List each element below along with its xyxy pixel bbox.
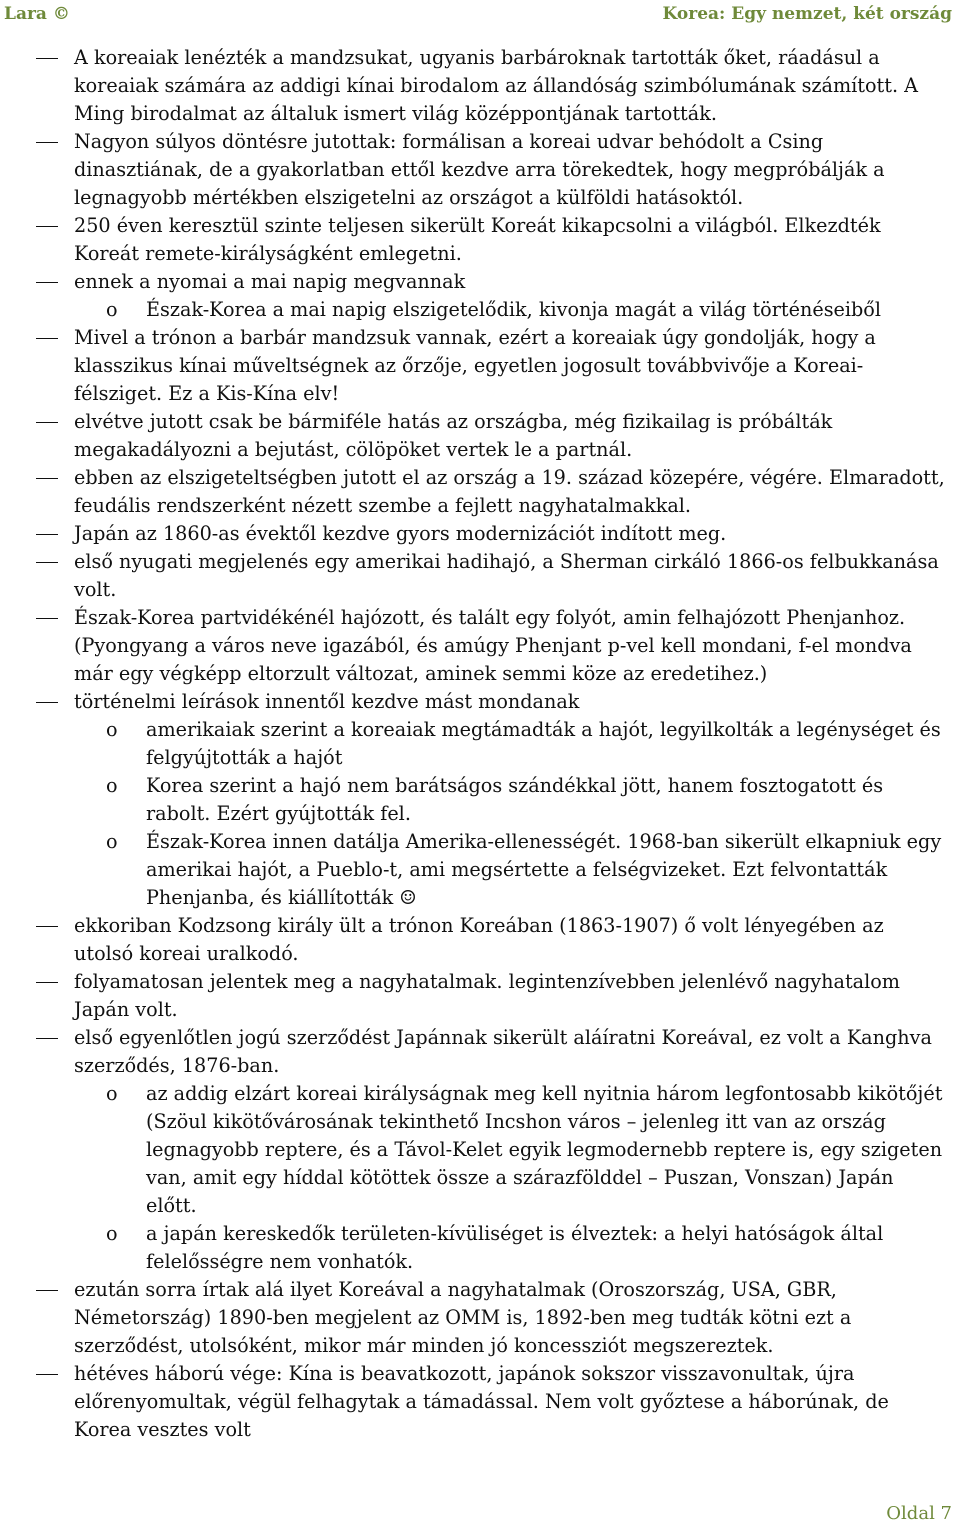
circle-bullet: o [106,1082,118,1105]
dash-list-item [36,44,948,128]
list-item-text: Észak-Korea partvidékénél hajózott, és talált egy folyót, amin felhajózott Phenjanhoz. (Pyongyang a város neve igazából, és amúgy Phenjant p-vel kell mondani, f-el mondva már egy végképp eltorzult változat, aminek semmi köze az eredetihez.) [74,606,912,685]
list-item-text: Mivel a trónon a barbár mandzsuk vannak, ezért a koreaiak úgy gondolják, hogy a klasszikus kínai műveltségnek az őrzője, egyetlen jogosult továbbvivője a Koreai-félsziget. Ez a Kis-Kína elv! [74,326,876,405]
document-body [36,44,948,1444]
dash-list-item [36,520,948,548]
list-item-text: hétéves háború vége: Kína is beavatkozott, japánok sokszor visszavonultak, újra előrenyomultak, végül felhagytak a támadással. Nem volt győztese a háborúnak, de Korea vesztes volt [74,1362,889,1441]
header-author: Lara © [4,4,70,24]
list-item-text: Nagyon súlyos döntésre jutottak: formálisan a koreai udvar behódolt a Csing dinasztiának, de a gyakorlatban ettől kezdve arra törekedtek, hogy megpróbálják a legnagyobb mértékben elszigetelni az országot a külföldi hatásoktól. [74,130,885,209]
dash-list-item [36,268,948,296]
list-item-text: ennek a nyomai a mai napig megvannak [74,270,466,293]
list-item-text: A koreaiak lenézték a mandzsukat, ugyanis barbároknak tartották őket, ráadásul a koreaiak számára az addigi kínai birodalom az állandóság szimbólumának számított. A Ming birodalmat az általuk ismert világ középpontjának tartották. [74,46,919,125]
list-item-text: Japán az 1860-as évektől kezdve gyors modernizációt indított meg. [74,522,727,545]
list-item-text: ekkoriban Kodzsong király ült a trónon Koreában (1863-1907) ő volt lényegében az utolsó koreai uralkodó. [74,914,884,965]
dash-list-item [36,1276,948,1360]
dash-bullet [36,1374,58,1375]
list-item-text: 250 éven keresztül szinte teljesen sikerült Koreát kikapcsolni a világból. Elkezdték Koreát remete-királyságként emlegetni. [74,214,881,265]
dash-bullet [36,618,58,619]
list-item-text: ezután sorra írtak alá ilyet Koreával a nagyhatalmak (Oroszország, USA, GBR, Németország) 1890-ben megjelent az OMM is, 1892-ben meg tudták kötni ezt a szerződést, utolsóként, mikor már minden jó koncessziót megszereztek. [74,1278,852,1357]
list-item-text: amerikaiak szerint a koreaiak megtámadták a hajót, legyilkolták a legénységet és felgyújtották a hajót [146,718,941,769]
list-item-text: elvétve jutott csak be bármiféle hatás az országba, még fizikailag is próbálták megakadályozni a bejutást, cölöpöket vertek le a partnál. [74,410,833,461]
sub-list-item [36,1220,948,1276]
list-item-text: Észak-Korea innen datálja Amerika-ellenességét. 1968-ban sikerült elkapniuk egy amerikai hajót, a Pueblo-t, ami megsértette a felségvizeket. Ezt felvontatták Phenjanba, és kiállították ☺ [146,830,942,909]
list-item-text: ebben az elszigeteltségben jutott el az ország a 19. század közepére, végére. Elmaradott, feudális rendszerként nézett szembe a fejlett nagyhatalmakkal. [74,466,945,517]
dash-bullet [36,226,58,227]
dash-list-item [36,1360,948,1444]
list-item-text: az addig elzárt koreai királyságnak meg kell nyitnia három legfontosabb kikötőjét (Szöul kikötővárosának tekinthető Incshon város – jelenleg itt van az ország legnagyobb reptere, és a Távol-Kelet egyik legmodernebb reptere is, egy szigeten van, amit egy híddal kötöttek össze a szárazfölddel – Puszan, Vonszan) Japán előtt. [146,1082,943,1217]
dash-list-item [36,968,948,1024]
list-item-text: Korea szerint a hajó nem barátságos szándékkal jött, hanem fosztogatott és rabolt. Ezért gyújtották fel. [146,774,884,825]
list-item-text: első egyenlőtlen jogú szerződést Japánnak sikerült aláíratni Koreával, ez volt a Kanghva szerződés, 1876-ban. [74,1026,932,1077]
dash-bullet [36,338,58,339]
page-number: Oldal 7 [886,1503,952,1524]
list-item-text: Észak-Korea a mai napig elszigetelődik, kivonja magát a világ történéseiből [146,298,881,321]
list-item-text: történelmi leírások innentől kezdve mást mondanak [74,690,580,713]
dash-list-item [36,408,948,464]
sub-list-item [36,716,948,772]
circle-bullet: o [106,774,118,797]
dash-list-item [36,604,948,688]
dash-bullet [36,982,58,983]
dash-list-item [36,128,948,212]
dash-bullet [36,478,58,479]
circle-bullet: o [106,830,118,853]
dash-bullet [36,282,58,283]
sub-list-item [36,296,948,324]
sub-list-item [36,1080,948,1220]
dash-list-item [36,464,948,520]
dash-list-item [36,212,948,268]
dash-list-item [36,548,948,604]
dash-list-item [36,1024,948,1080]
dash-bullet [36,1038,58,1039]
circle-bullet: o [106,298,118,321]
dash-list-item [36,324,948,408]
dash-list-item [36,912,948,968]
dash-bullet [36,702,58,703]
page-header [4,4,952,30]
sub-list-item [36,828,948,912]
sub-list-item [36,772,948,828]
header-title: Korea: Egy nemzet, két ország [662,4,952,24]
circle-bullet: o [106,1222,118,1245]
list-item-text: folyamatosan jelentek meg a nagyhatalmak. legintenzívebben jelenlévő nagyhatalom Japán volt. [74,970,900,1021]
dash-bullet [36,58,58,59]
dash-bullet [36,1290,58,1291]
list-item-text: első nyugati megjelenés egy amerikai hadihajó, a Sherman cirkáló 1866-os felbukkanása volt. [74,550,939,601]
dash-list-item [36,688,948,716]
dash-bullet [36,422,58,423]
dash-bullet [36,562,58,563]
circle-bullet: o [106,718,118,741]
dash-bullet [36,926,58,927]
dash-bullet [36,142,58,143]
list-item-text: a japán kereskedők területen-kívüliséget is élveztek: a helyi hatóságok által felelősségre nem vonhatók. [146,1222,884,1273]
dash-bullet [36,534,58,535]
